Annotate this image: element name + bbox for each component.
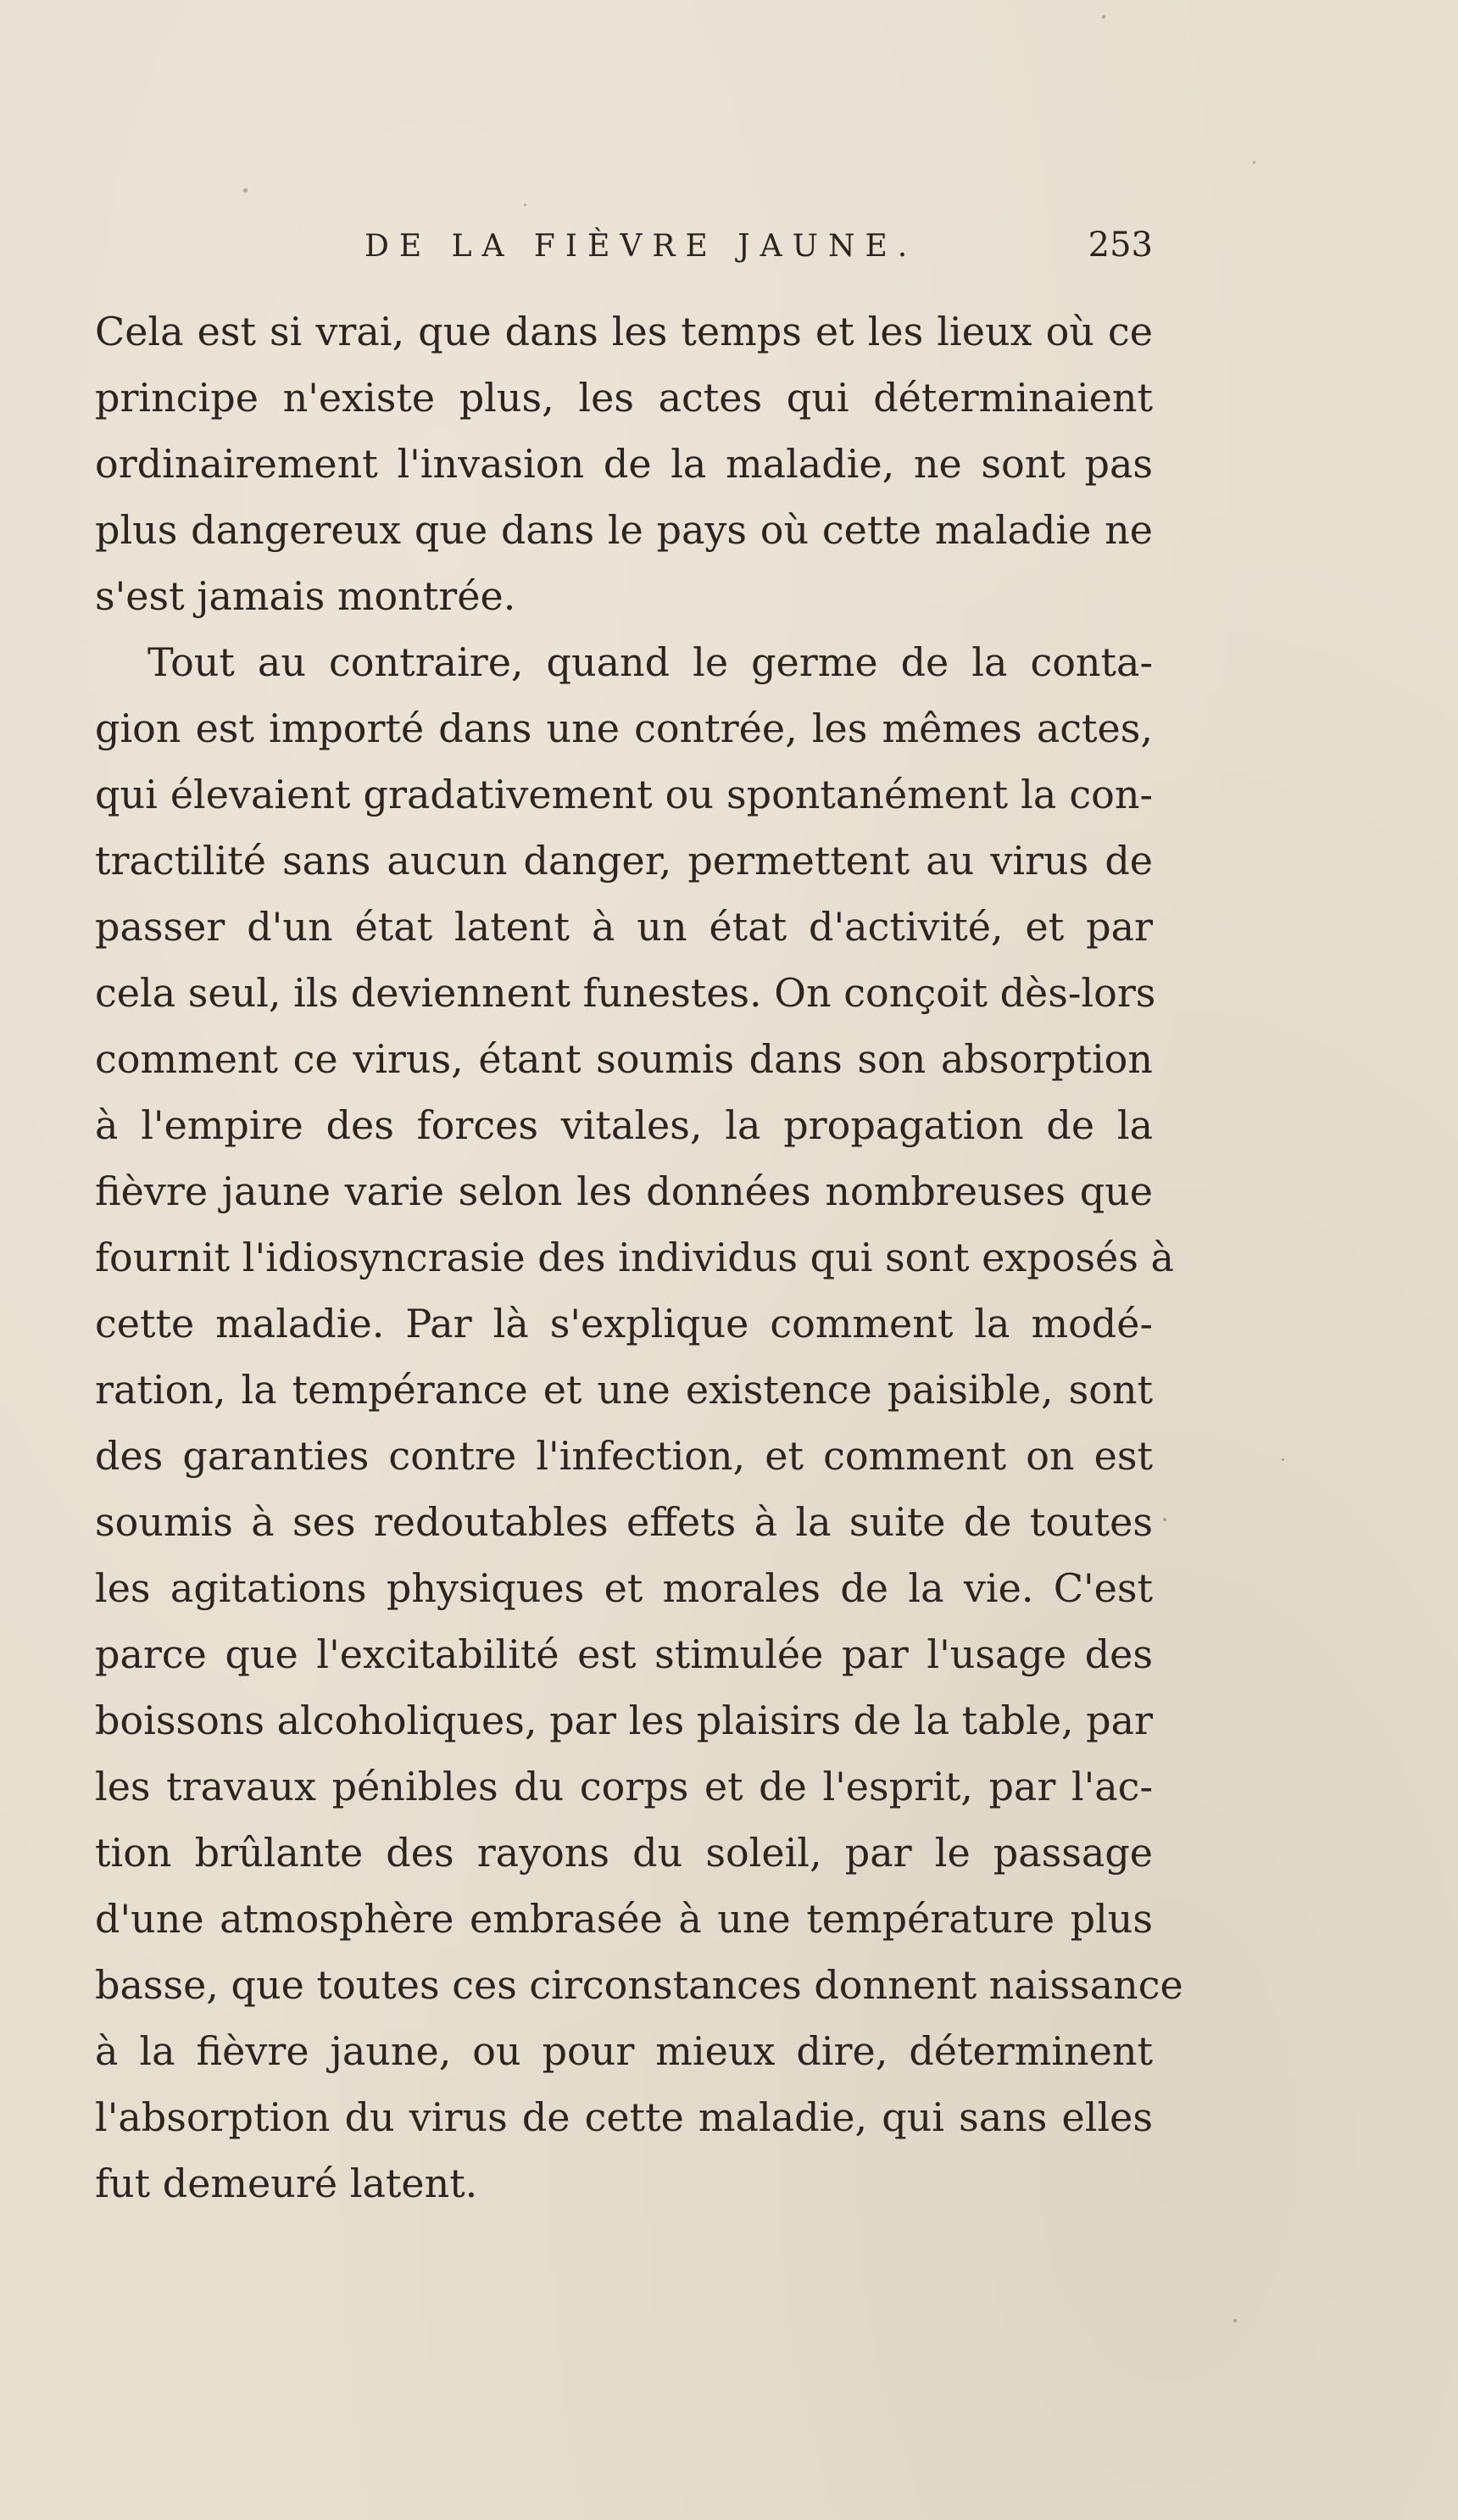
text-line: fut demeuré latent. xyxy=(95,2160,478,2206)
text-line: les travaux pénibles du corps et de l'esprit, par l'ac- xyxy=(95,1764,1153,1809)
text-line: à l'empire des forces vitales, la propagation de la xyxy=(95,1102,1153,1148)
text-line: les agitations physiques et morales de la vie. C'est xyxy=(95,1565,1153,1611)
text-line: qui élevaient gradativement ou spontanément la con- xyxy=(95,772,1153,817)
paper-speck xyxy=(1102,15,1105,19)
text-line: principe n'existe plus, les actes qui déterminaient xyxy=(95,375,1153,421)
paper-speck xyxy=(243,188,248,192)
text-line: comment ce virus, étant soumis dans son absorption xyxy=(95,1036,1153,1082)
text-line: gion est importé dans une contrée, les mêmes actes, xyxy=(95,705,1153,751)
text-line: plus dangereux que dans le pays où cette maladie ne xyxy=(95,507,1153,553)
paper-speck xyxy=(1233,2319,1237,2322)
text-line: l'absorption du virus de cette maladie, qui sans elles xyxy=(95,2094,1153,2140)
text-line: passer d'un état latent à un état d'activité, et par xyxy=(95,904,1153,950)
page-number: 253 xyxy=(1088,226,1153,265)
text-line: tion brûlante des rayons du soleil, par le passage xyxy=(95,1830,1153,1876)
text-line: des garanties contre l'infection, et comment on est xyxy=(95,1433,1153,1479)
text-line: Tout au contraire, quand le germe de la conta- xyxy=(147,639,1153,685)
text-line: cette maladie. Par là s'explique comment la modé- xyxy=(95,1301,1153,1346)
paper-speck xyxy=(524,203,526,206)
text-line: parce que l'excitabilité est stimulée par l'usage des xyxy=(95,1631,1153,1677)
text-line: d'une atmosphère embrasée à une température plus xyxy=(95,1896,1153,1942)
paper-speck xyxy=(1253,161,1255,164)
body-text xyxy=(95,298,1183,2216)
text-line: ordinairement l'invasion de la maladie, ne sont pas xyxy=(95,441,1153,487)
text-line: boissons alcoholiques, par les plaisirs de la table, par xyxy=(95,1698,1154,1743)
running-head xyxy=(95,226,1153,276)
text-line: s'est jamais montrée. xyxy=(95,573,516,619)
text-line: tractilité sans aucun danger, permettent au virus de xyxy=(95,838,1153,884)
text-line: fièvre jaune varie selon les données nombreuses que xyxy=(95,1168,1153,1214)
text-line: fournit l'idiosyncrasie des individus qui sont exposés à xyxy=(95,1235,1174,1280)
text-line: basse, que toutes ces circonstances donnent naissance xyxy=(95,1962,1183,2008)
paper-speck xyxy=(1163,1518,1166,1521)
text-line: Cela est si vrai, que dans les temps et les lieux où ce xyxy=(95,309,1153,354)
text-line: soumis à ses redoutables effets à la suite de toutes xyxy=(95,1499,1153,1545)
chapter-running-title: DE LA FIÈVRE JAUNE. xyxy=(364,229,918,264)
paper-speck xyxy=(1282,1458,1284,1461)
text-line: cela seul, ils deviennent funestes. On conçoit dès-lors xyxy=(95,970,1156,1016)
text-line: ration, la tempérance et une existence paisible, sont xyxy=(95,1367,1153,1413)
text-line: à la fièvre jaune, ou pour mieux dire, déterminent xyxy=(95,2028,1153,2074)
